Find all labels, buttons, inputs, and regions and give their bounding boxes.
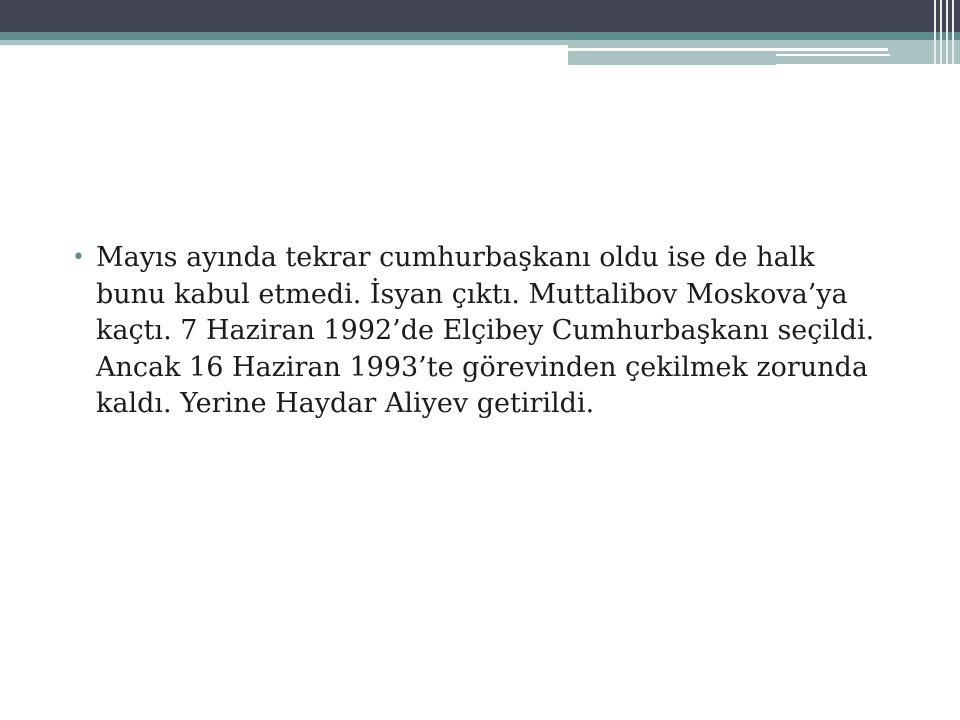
header-white-line xyxy=(568,48,888,51)
header-band-dark xyxy=(0,0,960,32)
header-band-light-right xyxy=(568,40,960,64)
bullet-marker: • xyxy=(72,245,85,270)
header-white-line-short xyxy=(776,54,890,56)
slide-body xyxy=(72,240,892,423)
header-band-teal xyxy=(0,32,960,40)
header-right-stripes xyxy=(928,0,960,64)
bullet-text: Mayıs ayında tekrar cumhurbaşkanı oldu ise de halk bunu kabul etmedi. İsyan çıktı. Muttalibov Moskova’ya kaçtı. 7 Haziran 1992’de Elçibey Cumhurbaşkanı seçildi. Ancak 16 Haziran 1993’te görevinden çekilmek zorunda kaldı. Yerine Haydar Aliyev getirildi. xyxy=(96,242,875,419)
header-bottom-strip xyxy=(568,62,776,65)
bullet-item xyxy=(72,240,892,423)
header-band-light-left xyxy=(0,40,568,45)
